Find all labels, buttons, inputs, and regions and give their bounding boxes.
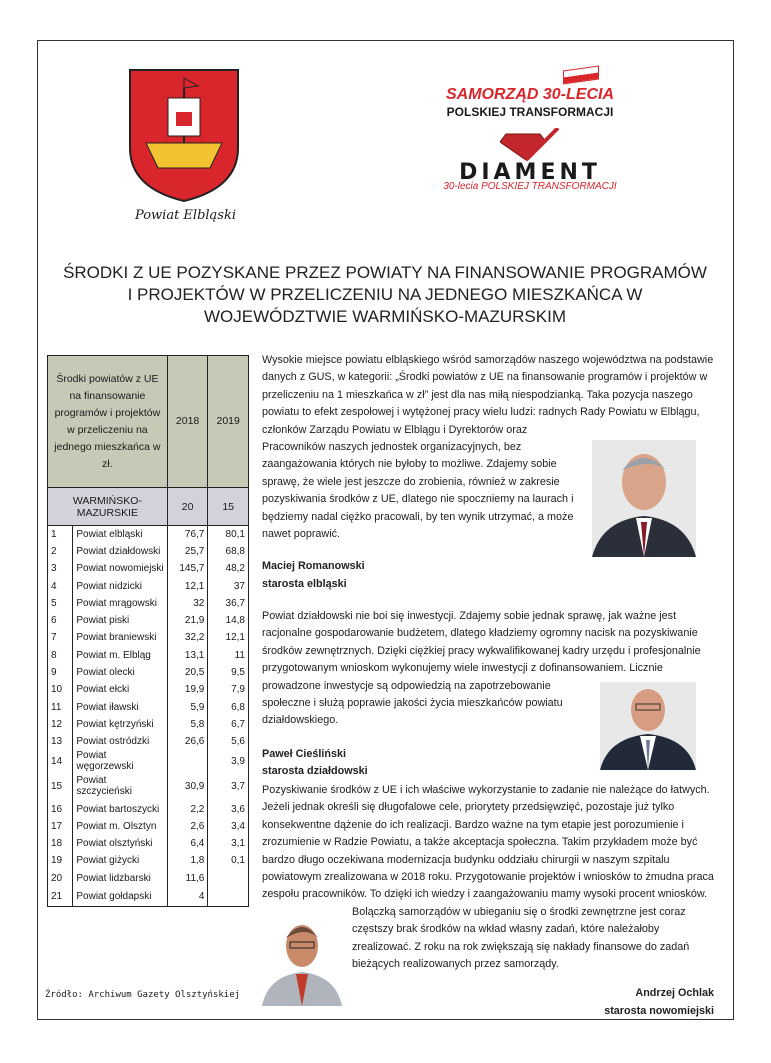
rank: 13 bbox=[48, 733, 73, 750]
rank: 7 bbox=[48, 629, 73, 646]
table-row bbox=[48, 526, 249, 543]
page-title: ŚRODKI Z UE POZYSKANE PRZEZ POWIATY NA FINANSOWANIE PROGRAMÓW I PROJEKTÓW W PRZELICZENIU NA JEDNEGO MIESZKAŃCA W WOJEWÓDZTWIE WARMIŃSKO-MAZURSKIM bbox=[63, 263, 707, 326]
value-2018: 5,8 bbox=[167, 716, 208, 733]
value-2019 bbox=[208, 870, 249, 887]
statement-1 bbox=[262, 352, 714, 593]
table-row bbox=[48, 818, 249, 835]
value-2019: 9,5 bbox=[208, 664, 249, 681]
value-2018: 6,4 bbox=[167, 835, 208, 852]
statement-3-role: starosta nowomiejski bbox=[604, 1004, 714, 1017]
coat-caption: Powiat Elbląski bbox=[134, 208, 237, 223]
rank: 9 bbox=[48, 664, 73, 681]
value-2019: 80,1 bbox=[208, 526, 249, 543]
value-2018: 2,2 bbox=[167, 800, 208, 817]
value-2019: 14,8 bbox=[208, 612, 249, 629]
county-name: Powiat elbląski bbox=[73, 526, 167, 543]
value-2019: 68,8 bbox=[208, 543, 249, 560]
county-name: Powiat węgorzewski bbox=[73, 750, 167, 772]
value-2019: 6,8 bbox=[208, 698, 249, 715]
col-2019: 2019 bbox=[208, 356, 249, 488]
rank: 6 bbox=[48, 612, 73, 629]
value-2018: 2,6 bbox=[167, 818, 208, 835]
samorzad-logo-line2: POLSKIEJ TRANSFORMACJI bbox=[446, 105, 614, 119]
value-2018: 12,1 bbox=[167, 577, 208, 594]
table-row bbox=[48, 664, 249, 681]
county-name: Powiat giżycki bbox=[73, 852, 167, 869]
county-name: Powiat gołdapski bbox=[73, 887, 167, 907]
county-name: Powiat lidzbarski bbox=[73, 870, 167, 887]
col-2018: 2018 bbox=[167, 356, 208, 488]
rank: 10 bbox=[48, 681, 73, 698]
diamond-logo-icon bbox=[500, 128, 560, 162]
source-note: Źródło: Archiwum Gazety Olsztyńskiej bbox=[45, 990, 241, 1000]
table-row bbox=[48, 887, 249, 907]
table-row bbox=[48, 835, 249, 852]
statement-2-role: starosta działdowski bbox=[262, 765, 368, 778]
rank: 16 bbox=[48, 800, 73, 817]
table-row bbox=[48, 870, 249, 887]
samorzad-logo-line1: SAMORZĄD 30-LECIA bbox=[445, 86, 614, 103]
county-name: Powiat działdowski bbox=[73, 543, 167, 560]
value-2019: 0,1 bbox=[208, 852, 249, 869]
value-2018: 21,9 bbox=[167, 612, 208, 629]
value-2018: 25,7 bbox=[167, 543, 208, 560]
value-2019: 3,7 bbox=[208, 772, 249, 800]
table-row bbox=[48, 800, 249, 817]
rank: 20 bbox=[48, 870, 73, 887]
photo-cieslinski bbox=[600, 682, 696, 770]
ranking-table bbox=[47, 355, 249, 907]
county-name: Powiat ostródzki bbox=[73, 733, 167, 750]
value-2019: 3,9 bbox=[208, 750, 249, 772]
value-2019: 5,6 bbox=[208, 733, 249, 750]
value-2018: 145,7 bbox=[167, 560, 208, 577]
photo-romanowski bbox=[592, 440, 696, 557]
value-2018 bbox=[167, 750, 208, 772]
county-name: Powiat m. Olsztyn bbox=[73, 818, 167, 835]
statement-1-name: Maciej Romanowski bbox=[262, 560, 365, 573]
table-header-label: Środki powiatów z UE na finansowanie programów i projektów w przeliczeniu na jednego mieszkańca w zł. bbox=[48, 356, 168, 488]
rank: 14 bbox=[48, 750, 73, 772]
value-2019: 11 bbox=[208, 647, 249, 664]
table-row bbox=[48, 543, 249, 560]
statement-3 bbox=[262, 782, 714, 1020]
table-row bbox=[48, 852, 249, 869]
value-2018: 20,5 bbox=[167, 664, 208, 681]
statement-2-name: Paweł Cieśliński bbox=[262, 747, 347, 760]
value-2019: 12,1 bbox=[208, 629, 249, 646]
coat-of-arms-logo bbox=[128, 68, 240, 203]
county-name: Powiat braniewski bbox=[73, 629, 167, 646]
rank: 12 bbox=[48, 716, 73, 733]
county-name: Powiat olsztyński bbox=[73, 835, 167, 852]
value-2018: 32,2 bbox=[167, 629, 208, 646]
rank: 15 bbox=[48, 772, 73, 800]
rank: 1 bbox=[48, 526, 73, 543]
county-name: Powiat nidzicki bbox=[73, 577, 167, 594]
table-row bbox=[48, 595, 249, 612]
table-row bbox=[48, 750, 249, 772]
table-row bbox=[48, 772, 249, 800]
rank: 4 bbox=[48, 577, 73, 594]
value-2019: 6,7 bbox=[208, 716, 249, 733]
statement-2 bbox=[262, 608, 714, 781]
rank: 19 bbox=[48, 852, 73, 869]
rank: 17 bbox=[48, 818, 73, 835]
table-row bbox=[48, 612, 249, 629]
region-2019: 15 bbox=[208, 488, 249, 526]
diament-logo-text: DIAMENT bbox=[459, 160, 601, 185]
rank: 2 bbox=[48, 543, 73, 560]
value-2018: 32 bbox=[167, 595, 208, 612]
value-2019: 3,6 bbox=[208, 800, 249, 817]
value-2018: 19,9 bbox=[167, 681, 208, 698]
value-2018: 5,9 bbox=[167, 698, 208, 715]
table-row bbox=[48, 577, 249, 594]
rank: 18 bbox=[48, 835, 73, 852]
rank: 3 bbox=[48, 560, 73, 577]
table-row bbox=[48, 681, 249, 698]
value-2019 bbox=[208, 887, 249, 907]
value-2019: 37 bbox=[208, 577, 249, 594]
statement-3-name: Andrzej Ochlak bbox=[635, 987, 714, 1000]
rank: 11 bbox=[48, 698, 73, 715]
value-2019: 7,9 bbox=[208, 681, 249, 698]
table-row bbox=[48, 629, 249, 646]
value-2018: 76,7 bbox=[167, 526, 208, 543]
photo-ochlak bbox=[262, 910, 342, 1006]
value-2018: 4 bbox=[167, 887, 208, 907]
rank: 21 bbox=[48, 887, 73, 907]
county-name: Powiat bartoszycki bbox=[73, 800, 167, 817]
region-name: WARMIŃSKO-MAZURSKIE bbox=[48, 488, 168, 526]
county-name: Powiat kętrzyński bbox=[73, 716, 167, 733]
value-2019: 3,1 bbox=[208, 835, 249, 852]
county-name: Powiat nowomiejski bbox=[73, 560, 167, 577]
value-2018: 13,1 bbox=[167, 647, 208, 664]
county-name: Powiat mrągowski bbox=[73, 595, 167, 612]
region-2018: 20 bbox=[167, 488, 208, 526]
county-name: Powiat szczycieński bbox=[73, 772, 167, 800]
diament-logo-subtext: 30-lecia POLSKIEJ TRANSFORMACJI bbox=[443, 181, 617, 192]
county-name: Powiat iławski bbox=[73, 698, 167, 715]
table-row bbox=[48, 733, 249, 750]
statement-1-text: Wysokie miejsce powiatu elbląskiego wśród samorządów naszego województwa na podstawie danych z GUS, w kategorii: „Środki powiatów z UE na finansowanie programów i projektów w przeliczeniu na 1 mieszkańca w zł” jest dla nas miłą niespodzianką. Taka pozycja naszego powiatu to efekt zespołowej i wytężonej pracy wielu ludzi: radnych Rady Powiatu w Elblągu, członków Zarządu Powiatu w Elblągu i Dyrektorów oraz Pracowników naszych jednostek organizacyjnych, bez zaangażowania których nie byłoby to możliwe. Zdajemy sobie sprawę, że wiele jest jeszcze do zrobienia, również w zakresie pozyskiwania środków z UE, dlatego nie spoczniemy na laurach i będziemy nadal ciężko pracowali, by ten wynik utrzymać, a może nawet poprawić. bbox=[262, 354, 714, 541]
rank: 8 bbox=[48, 647, 73, 664]
rank: 5 bbox=[48, 595, 73, 612]
county-name: Powiat m. Elbląg bbox=[73, 647, 167, 664]
statement-1-role: starosta elbląski bbox=[262, 577, 347, 590]
value-2018: 26,6 bbox=[167, 733, 208, 750]
table-row bbox=[48, 647, 249, 664]
value-2018: 11,6 bbox=[167, 870, 208, 887]
value-2019: 48,2 bbox=[208, 560, 249, 577]
value-2018: 1,8 bbox=[167, 852, 208, 869]
table-row bbox=[48, 560, 249, 577]
table-row bbox=[48, 698, 249, 715]
table-row bbox=[48, 716, 249, 733]
statement-2-text: Powiat działdowski nie boi się inwestycji. Zdajemy sobie jednak sprawę, jak ważne jest racjonalne gospodarowanie budżetem, dlatego kładziemy ogromny nacisk na pozyskiwanie środków zewnętrznych. Dzięki ciężkiej pracy wykwalifikowanej kadry urzędu i profesjonalnie przygotowanym wnioskom wykonujemy wiele inwestycji z dofinansowaniem. Licznie prowadzone inwestycje są odpowiedzią na zapotrzebowanie społeczne i służą poprawie jakości życia mieszkańców powiatu działdowskiego. bbox=[262, 610, 701, 727]
value-2018: 30,9 bbox=[167, 772, 208, 800]
county-name: Powiat piski bbox=[73, 612, 167, 629]
value-2019: 3,4 bbox=[208, 818, 249, 835]
county-name: Powiat ełcki bbox=[73, 681, 167, 698]
county-name: Powiat olecki bbox=[73, 664, 167, 681]
statement-3-text: Pozyskiwanie środków z UE i ich właściwe wykorzystanie to zadanie nie należące do łatwych. Jeżeli jednak określi się długofalowe cele, priorytety przedsięwzięć, pozostaje już tylko konsekwentne dążenie do ich realizacji. Bardzo ważne na tym etapie jest porozumienie i zrozumienie w Radzie Powiatu, a także akceptacja społeczna. Takim przykładem może być bardzo długo oczekiwana modernizacja budynku oddziału chirurgii w naszym szpitalu powiatowym zrealizowana w 2018 roku. Przygotowanie projektów i wniosków to żmudna praca zespołu pracowników. To dzięki ich wiedzy i zaangażowaniu mamy wysoki procent wniosków. Bolączką samorządów w ubieganiu się o środki zewnętrzne jest coraz częstszy brak środków na wkład własny zadań, które należałoby zrealizować. Z roku na rok zwiększają się nakłady finansowe do zadań bieżących realizowanych przez samorządy. bbox=[262, 784, 714, 971]
value-2019: 36,7 bbox=[208, 595, 249, 612]
